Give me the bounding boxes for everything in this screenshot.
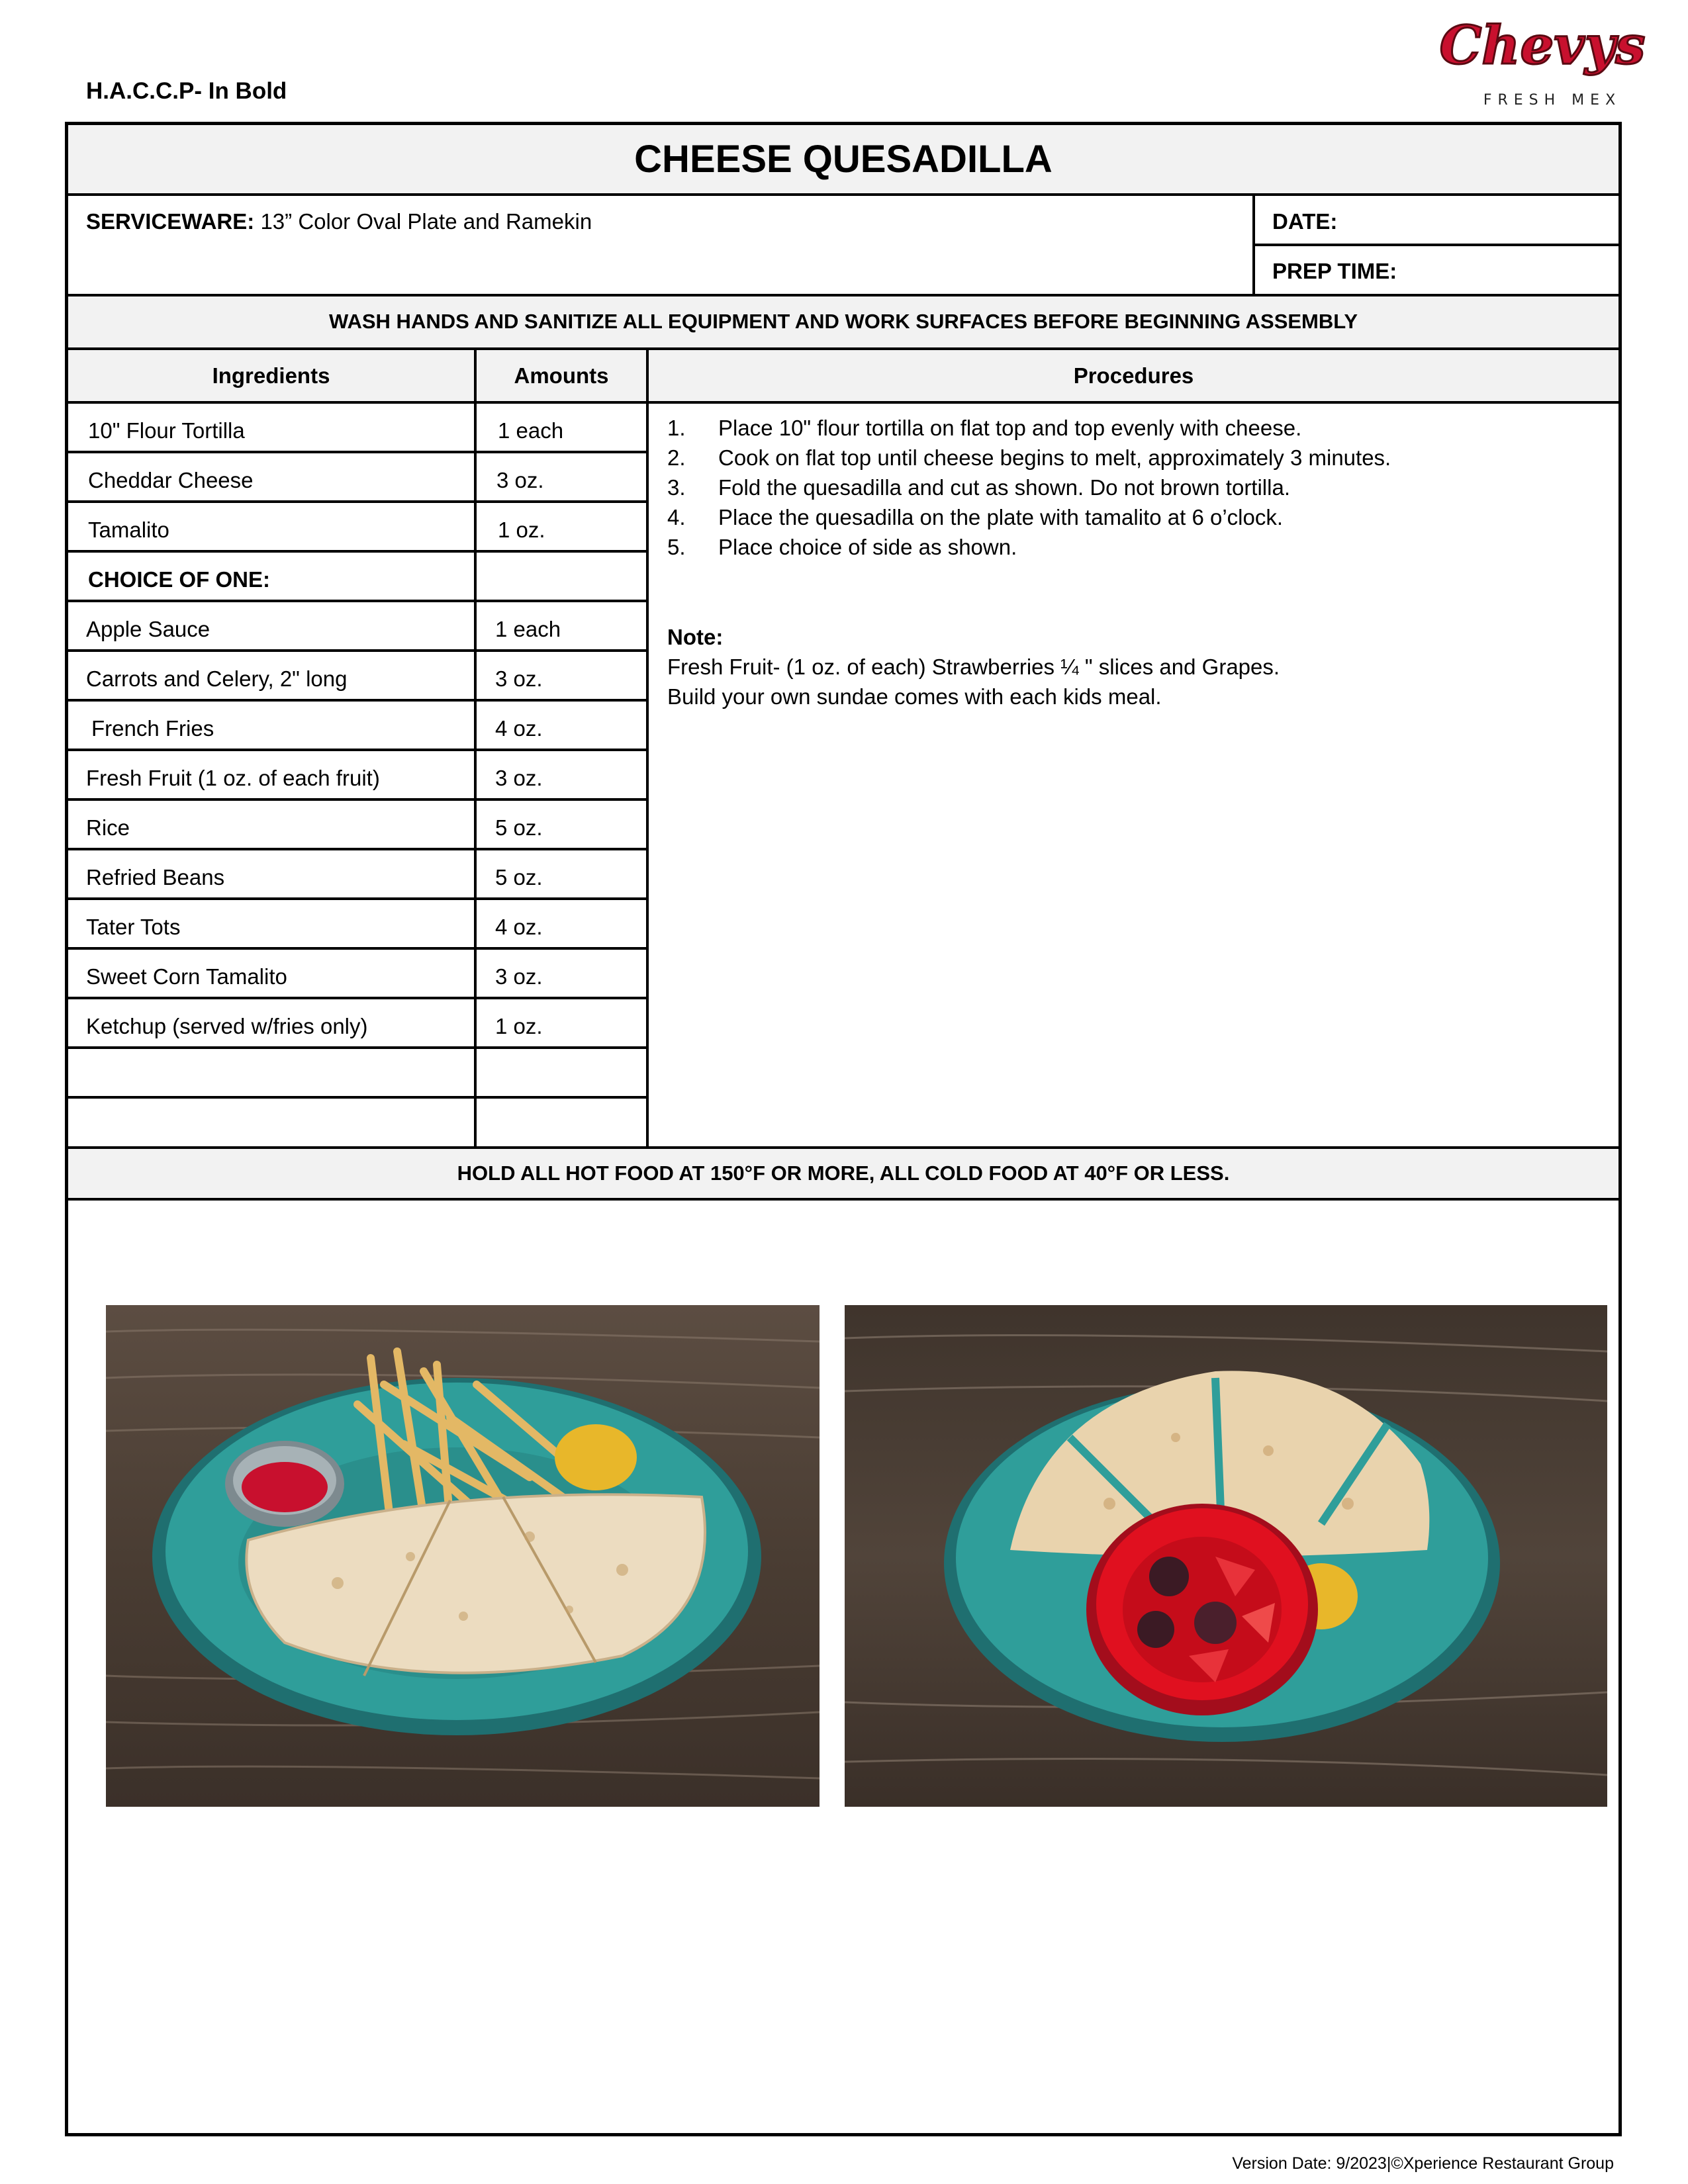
rule xyxy=(65,347,1622,350)
logo-tagline-text: FRESH MEX xyxy=(1483,92,1622,109)
procedure-step xyxy=(667,473,1391,502)
ingredient-amount: 4 oz. xyxy=(495,716,543,741)
step-number: 3. xyxy=(667,475,686,500)
plate-photo-fries xyxy=(106,1305,820,1807)
ingredient-amount: 1 each xyxy=(495,617,561,641)
ingredient-amount: 5 oz. xyxy=(495,865,543,889)
amounts-header: Amounts xyxy=(514,363,609,388)
choice-of-one-label: CHOICE OF ONE: xyxy=(88,567,271,592)
step-number: 5. xyxy=(667,535,686,559)
step-number: 4. xyxy=(667,505,686,529)
procedures-list xyxy=(667,413,1391,562)
step-text: Place 10" flour tortilla on flat top and top evenly with cheese. xyxy=(718,416,1302,440)
step-text: Cook on flat top until cheese begins to melt, approximately 3 minutes. xyxy=(718,445,1391,470)
rule xyxy=(65,798,649,801)
serviceware-value: 13” Color Oval Plate and Ramekin xyxy=(254,209,592,234)
rule xyxy=(65,947,649,950)
procedure-step xyxy=(667,532,1391,562)
ingredient-name: 10" Flour Tortilla xyxy=(88,418,245,443)
rule xyxy=(65,401,1622,404)
serviceware-label: SERVICEWARE: xyxy=(86,209,255,234)
ingredient-amount: 3 oz. xyxy=(495,666,543,691)
plate-photo-fruit xyxy=(845,1305,1607,1807)
wash-notice: WASH HANDS AND SANITIZE ALL EQUIPMENT AND WORK SURFACES BEFORE BEGINNING ASSEMBLY xyxy=(328,310,1358,333)
ingredient-name: Sweet Corn Tamalito xyxy=(86,964,287,989)
ingredient-name: Fresh Fruit (1 oz. of each fruit) xyxy=(86,766,380,790)
date-label: DATE: xyxy=(1272,209,1338,234)
ingredient-amount: 1 each xyxy=(498,418,564,443)
ingredient-name: Ketchup (served w/fries only) xyxy=(86,1014,368,1038)
procedures-header: Procedures xyxy=(1073,363,1194,388)
note-block xyxy=(667,622,1280,711)
ingredient-amount: 3 oz. xyxy=(495,964,543,989)
rule xyxy=(65,897,649,900)
plate-photo-fruit-graphic xyxy=(845,1305,1607,1807)
rule xyxy=(65,848,649,850)
note-label: Note: xyxy=(667,625,724,649)
ingredient-name: Tamalito xyxy=(88,518,169,542)
procedure-step xyxy=(667,413,1391,443)
rule xyxy=(65,699,649,702)
haccp-note: H.A.C.C.P- In Bold xyxy=(86,78,287,104)
ingredient-name: Apple Sauce xyxy=(86,617,211,641)
step-text: Place choice of side as shown. xyxy=(718,535,1017,559)
note-line: Fresh Fruit- (1 oz. of each) Strawberries ¼ " slices and Grapes. xyxy=(667,655,1280,679)
rule xyxy=(65,550,649,553)
rule xyxy=(1252,193,1255,296)
note-line: Build your own sundae comes with each kids meal. xyxy=(667,684,1162,709)
ingredient-amount: 1 oz. xyxy=(495,1014,543,1038)
rule xyxy=(65,294,1622,296)
logo-brand-text: Chevys xyxy=(1439,14,1646,76)
ingredient-name: Tater Tots xyxy=(86,915,181,939)
ingredient-name: Carrots and Celery, 2" long xyxy=(86,666,348,691)
ingredient-amount: 3 oz. xyxy=(495,766,543,790)
serviceware-line xyxy=(86,210,592,232)
step-number: 1. xyxy=(667,416,686,440)
rule xyxy=(65,1046,649,1049)
ingredient-name: Rice xyxy=(86,815,130,840)
step-text: Fold the quesadilla and cut as shown. Do not brown tortilla. xyxy=(718,475,1290,500)
ingredient-name: French Fries xyxy=(91,716,214,741)
step-number: 2. xyxy=(667,445,686,470)
ingredients-header: Ingredients xyxy=(212,363,330,388)
prep-time-label: PREP TIME: xyxy=(1272,259,1397,283)
procedure-step xyxy=(667,502,1391,532)
rule xyxy=(65,1198,1622,1201)
rule xyxy=(1252,244,1622,246)
ingredient-name: Cheddar Cheese xyxy=(88,468,254,492)
hold-notice: HOLD ALL HOT FOOD AT 150°F OR MORE, ALL COLD FOOD AT 40°F OR LESS. xyxy=(457,1161,1230,1185)
ingredient-name: Refried Beans xyxy=(86,865,225,889)
procedure-step xyxy=(667,443,1391,473)
rule xyxy=(65,500,649,503)
rule xyxy=(65,749,649,751)
rule xyxy=(65,600,649,602)
page-title: CHEESE QUESADILLA xyxy=(634,138,1053,181)
step-text: Place the quesadilla on the plate with tamalito at 6 o’clock. xyxy=(718,505,1284,529)
rule xyxy=(65,1146,1622,1149)
ingredient-amount: 4 oz. xyxy=(495,915,543,939)
rule xyxy=(65,193,1622,196)
plate-photo-fries-graphic xyxy=(106,1305,820,1807)
rule xyxy=(65,1096,649,1099)
rule xyxy=(65,649,649,652)
chevys-logo xyxy=(1439,5,1646,114)
ingredient-amount: 1 oz. xyxy=(498,518,545,542)
ingredient-amount: 3 oz. xyxy=(496,468,544,492)
ingredient-amount: 5 oz. xyxy=(495,815,543,840)
rule xyxy=(65,451,649,453)
rule xyxy=(65,997,649,999)
version-footer: Version Date: 9/2023|©Xperience Restaurant Group xyxy=(1232,2154,1614,2173)
